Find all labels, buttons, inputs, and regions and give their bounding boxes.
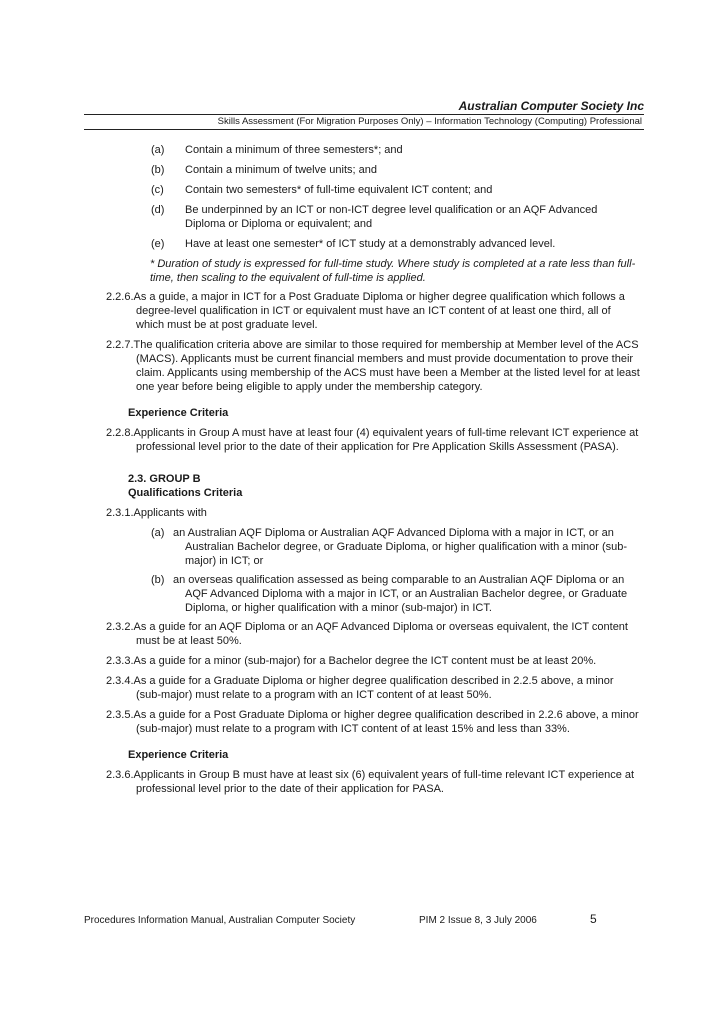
paragraph-number: 2.3.2.: [106, 621, 134, 633]
header-subtitle: Skills Assessment (For Migration Purposes Only) – Information Technology (Computing) Professional: [217, 116, 642, 127]
experience-criteria-heading: Experience Criteria: [128, 749, 229, 761]
paragraph-text: As a guide for a minor (sub-major) for a Bachelor degree the ICT content must be at least 20%.: [133, 655, 597, 667]
list-item: [128, 163, 640, 177]
paragraph-text: As a guide for a Graduate Diploma or higher degree qualification described in 2.2.5 above, a minor (sub-major) must relate to a program with an ICT content of at least 50%.: [133, 675, 614, 701]
list-label: (b): [151, 164, 165, 176]
paragraph-number: 2.3.1.: [106, 507, 134, 519]
paragraph-number: 2.3.6.: [106, 769, 134, 781]
list-item: [128, 573, 640, 615]
paragraph-text: Applicants in Group A must have at least four (4) equivalent years of full-time relevant ICT experience at professional level prior to the date of their application for Pre Application Skills Assessment (PASA).: [133, 427, 639, 453]
paragraph-number: 2.2.6.: [106, 291, 134, 303]
list-label: (e): [151, 238, 165, 250]
list-text: Contain two semesters* of full-time equivalent ICT content; and: [185, 184, 493, 196]
paragraph-text: Applicants in Group B must have at least six (6) equivalent years of full-time relevant ICT experience at professional level prior to the date of their application for PASA.: [133, 769, 635, 795]
list-label: (c): [151, 184, 164, 196]
list-item: [128, 143, 640, 157]
list-item: [128, 203, 640, 231]
paragraph-2-3-3: [106, 654, 640, 668]
paragraph-number: 2.3.3.: [106, 655, 134, 667]
list-text: Be underpinned by an ICT or non-ICT degree level qualification or an AQF Advanced Diploma or Diploma or equivalent; and: [185, 204, 598, 230]
list-label: (a): [151, 144, 165, 156]
page-number: 5: [590, 912, 597, 926]
paragraph-text: As a guide for an AQF Diploma or an AQF Advanced Diploma or overseas equivalent, the ICT content must be at least 50%.: [133, 621, 628, 647]
paragraph-text: As a guide, a major in ICT for a Post Graduate Diploma or higher degree qualification which follows a degree-level qualification in ICT or equivalent must have an ICT content of at least one third, all of which must be at post graduate level.: [133, 291, 625, 331]
paragraph-number: 2.3.4.: [106, 675, 134, 687]
paragraph-2-3-6: [106, 768, 640, 796]
paragraph-2-3-5: [106, 708, 640, 736]
paragraph-number: 2.3.5.: [106, 709, 134, 721]
header-rule-bottom: [84, 129, 644, 130]
list-item: [128, 526, 640, 568]
list-text: Contain a minimum of twelve units; and: [185, 164, 377, 176]
group-b-heading: 2.3. GROUP B: [128, 473, 201, 485]
paragraph-2-2-7: [106, 338, 640, 394]
paragraph-2-3-2: [106, 620, 640, 648]
experience-criteria-heading: Experience Criteria: [128, 407, 229, 419]
list-text: an overseas qualification assessed as being comparable to an Australian AQF Diploma or an AQF Advanced Diploma with a major in ICT, or an Australian Bachelor degree, or Graduate Diploma, or higher qualification with a minor (sub-major) in ICT.: [173, 574, 628, 614]
body-content: [106, 143, 640, 802]
paragraph-number: 2.2.8.: [106, 427, 134, 439]
list-text: Have at least one semester* of ICT study at a demonstrably advanced level.: [185, 238, 556, 250]
paragraph-2-3-4: [106, 674, 640, 702]
list-item: [128, 237, 640, 251]
paragraph-number: 2.2.7.: [106, 339, 134, 351]
paragraph-2-3-1: [106, 506, 640, 520]
footer-manual-title: Procedures Information Manual, Australian Computer Society: [84, 915, 356, 926]
paragraph-text: The qualification criteria above are similar to those required for membership at Member level of the ACS (MACS). Applicants must be current financial members and must provide documentation to prove their claim. Applicants using membership of the ACS must have been a Member at the listed level for at least one year before being eligible to apply under the membership category.: [133, 339, 640, 393]
list-label: (b): [151, 574, 165, 586]
list-text: an Australian AQF Diploma or Australian AQF Advanced Diploma with a major in ICT, or an Australian Bachelor degree, or Graduate Diploma, or higher qualification with a minor (sub-major) in ICT; or: [173, 527, 628, 567]
paragraph-2-2-8: [106, 426, 640, 454]
header-organization: Australian Computer Society Inc: [458, 99, 644, 113]
duration-note: * Duration of study is expressed for full-time study. Where study is completed at a rate less than full-time, then scaling to the equivalent of full-time is applied.: [150, 258, 636, 284]
paragraph-2-2-6: [106, 290, 640, 332]
list-label: (a): [151, 527, 165, 539]
qualifications-criteria-heading: Qualifications Criteria: [128, 487, 243, 499]
list-text: Contain a minimum of three semesters*; and: [185, 144, 403, 156]
list-label: (d): [151, 204, 165, 216]
paragraph-text: Applicants with: [133, 507, 207, 519]
paragraph-text: As a guide for a Post Graduate Diploma or higher degree qualification described in 2.2.6 above, a minor (sub-major) must relate to a program with ICT content of at least 15% and less than 33%.: [133, 709, 639, 735]
footer-issue: PIM 2 Issue 8, 3 July 2006: [419, 915, 537, 926]
list-item: [128, 183, 640, 197]
